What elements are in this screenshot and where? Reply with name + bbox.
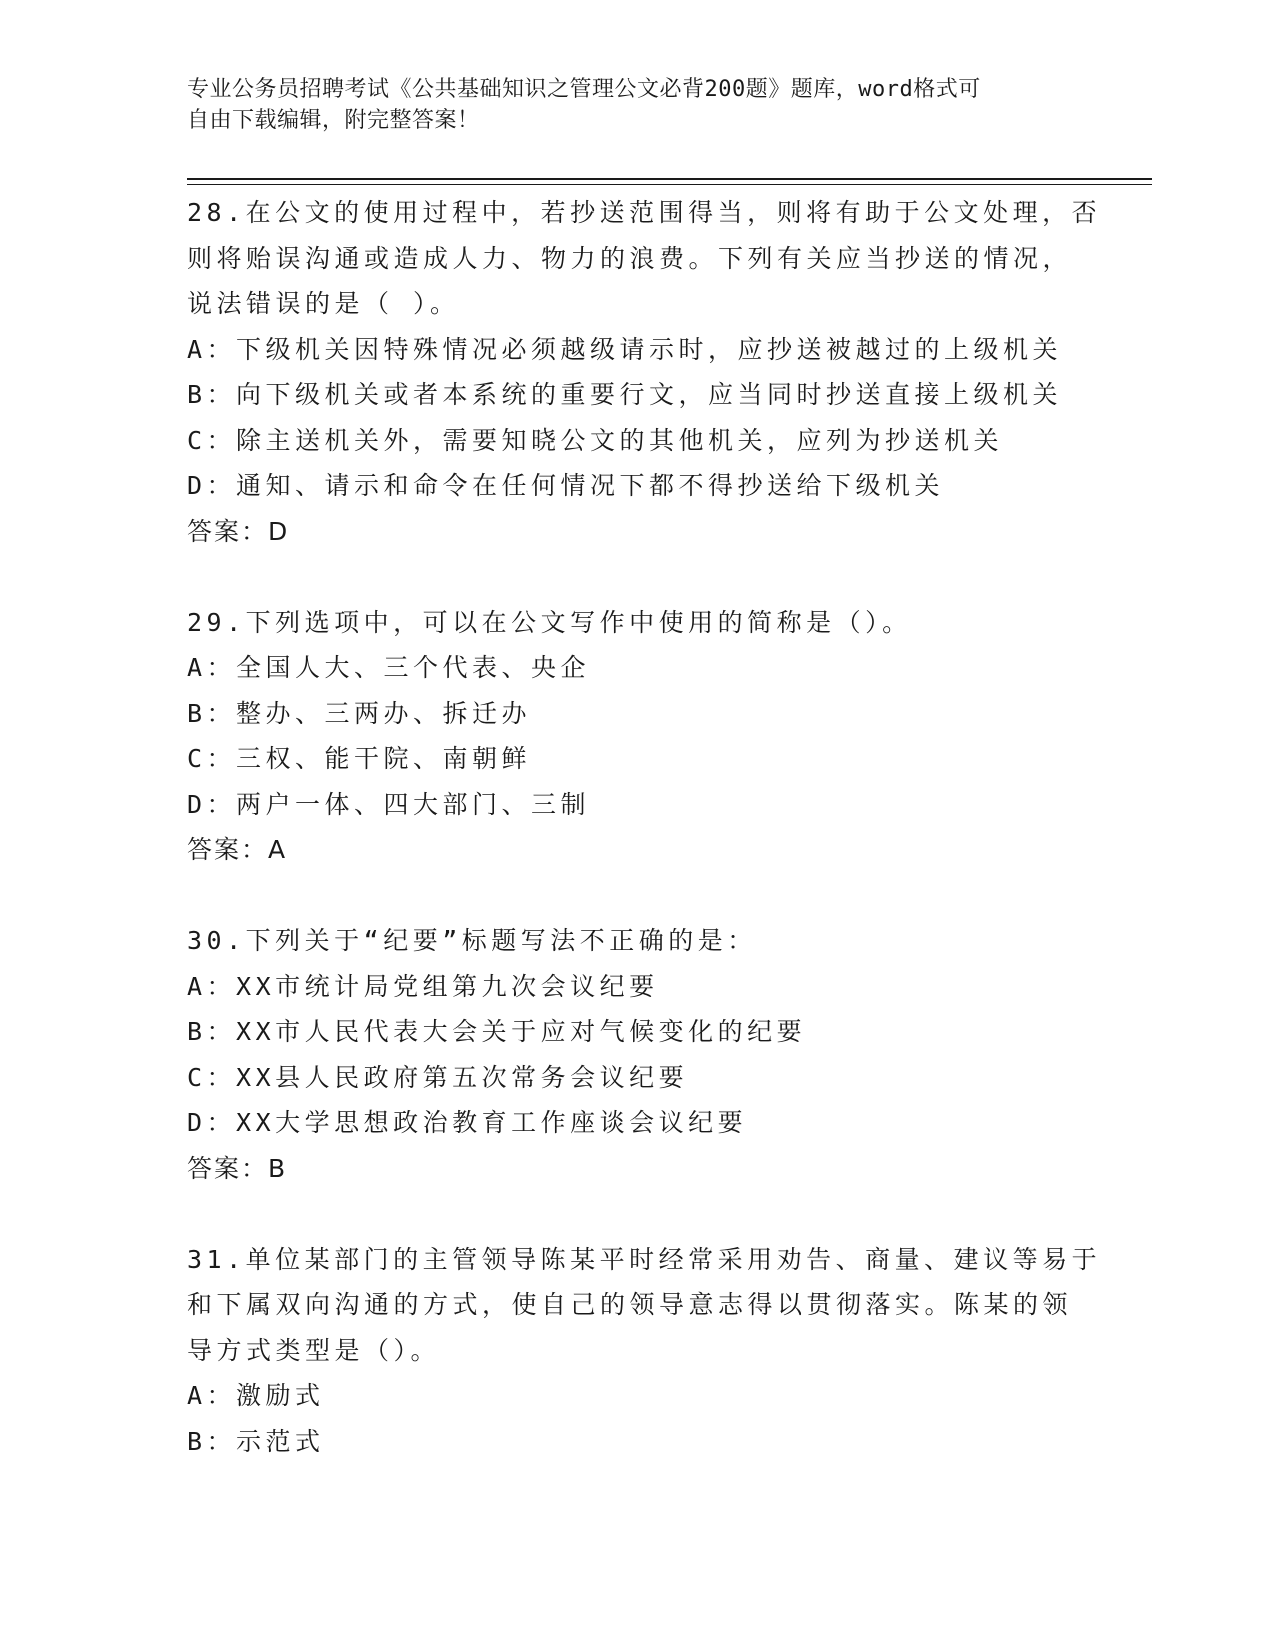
option-b: B：整办、三两办、拆迁办 — [187, 698, 532, 728]
question-stem-line: 则将贻误沟通或造成人力、物力的浪费。下列有关应当抄送的情况， — [187, 243, 1073, 273]
option-a: A：XX市统计局党组第九次会议纪要 — [187, 971, 659, 1001]
header-divider-thick — [187, 178, 1152, 180]
question-gap — [187, 873, 1087, 919]
option-d: D：两户一体、四大部门、三制 — [187, 789, 591, 819]
question-28 — [187, 190, 1102, 554]
option-b: B：示范式 — [187, 1426, 325, 1456]
header-divider-thin — [187, 184, 1152, 185]
option-b: B：向下级机关或者本系统的重要行文，应当同时抄送直接上级机关 — [187, 380, 1063, 409]
question-stem-line: 31.单位某部门的主管领导陈某平时经常采用劝告、商量、建议等易于 — [187, 1244, 1102, 1274]
question-gap — [187, 554, 1087, 600]
question-stem-line: 和下属双向沟通的方式，使自己的领导意志得以贯彻落实。陈某的领 — [187, 1290, 1073, 1319]
answer-line: 答案：A — [187, 835, 288, 864]
header-line-1: 专业公务员招聘考试《公共基础知识之管理公文必背200题》题库，word格式可 — [187, 77, 981, 102]
option-a: A：全国人大、三个代表、央企 — [187, 653, 591, 682]
answer-line: 答案：B — [187, 1153, 288, 1183]
option-d: D：通知、请示和命令在任何情况下都不得抄送给下级机关 — [187, 471, 945, 500]
option-b: B：XX市人民代表大会关于应对气候变化的纪要 — [187, 1017, 807, 1046]
option-c: C：三权、能干院、南朝鲜 — [187, 744, 532, 773]
question-stem-line: 30.下列关于“纪要”标题写法不正确的是： — [187, 926, 757, 955]
document-header — [187, 74, 1087, 136]
header-line-2: 自由下载编辑，附完整答案！ — [187, 108, 480, 133]
question-29 — [187, 600, 1087, 873]
question-gap — [187, 1191, 1087, 1237]
option-a: A：下级机关因特殊情况必须越级请示时，应抄送被越过的上级机关 — [187, 334, 1063, 364]
answer-line: 答案：D — [187, 516, 290, 546]
question-stem-line: 29.下列选项中，可以在公文写作中使用的简称是（）。 — [187, 607, 912, 637]
question-stem-line: 说法错误的是（ ）。 — [187, 289, 460, 318]
question-31 — [187, 1237, 1102, 1465]
question-30 — [187, 918, 1087, 1191]
question-stem-line: 28.在公文的使用过程中，若抄送范围得当，则将有助于公文处理，否 — [187, 198, 1102, 227]
question-list — [187, 190, 1102, 1464]
option-d: D：XX大学思想政治教育工作座谈会议纪要 — [187, 1108, 748, 1137]
question-stem-line: 导方式类型是（）。 — [187, 1335, 441, 1365]
option-c: C：XX县人民政府第五次常务会议纪要 — [187, 1062, 689, 1092]
option-a: A：激励式 — [187, 1381, 325, 1410]
option-c: C：除主送机关外，需要知晓公文的其他机关，应列为抄送机关 — [187, 425, 1004, 455]
